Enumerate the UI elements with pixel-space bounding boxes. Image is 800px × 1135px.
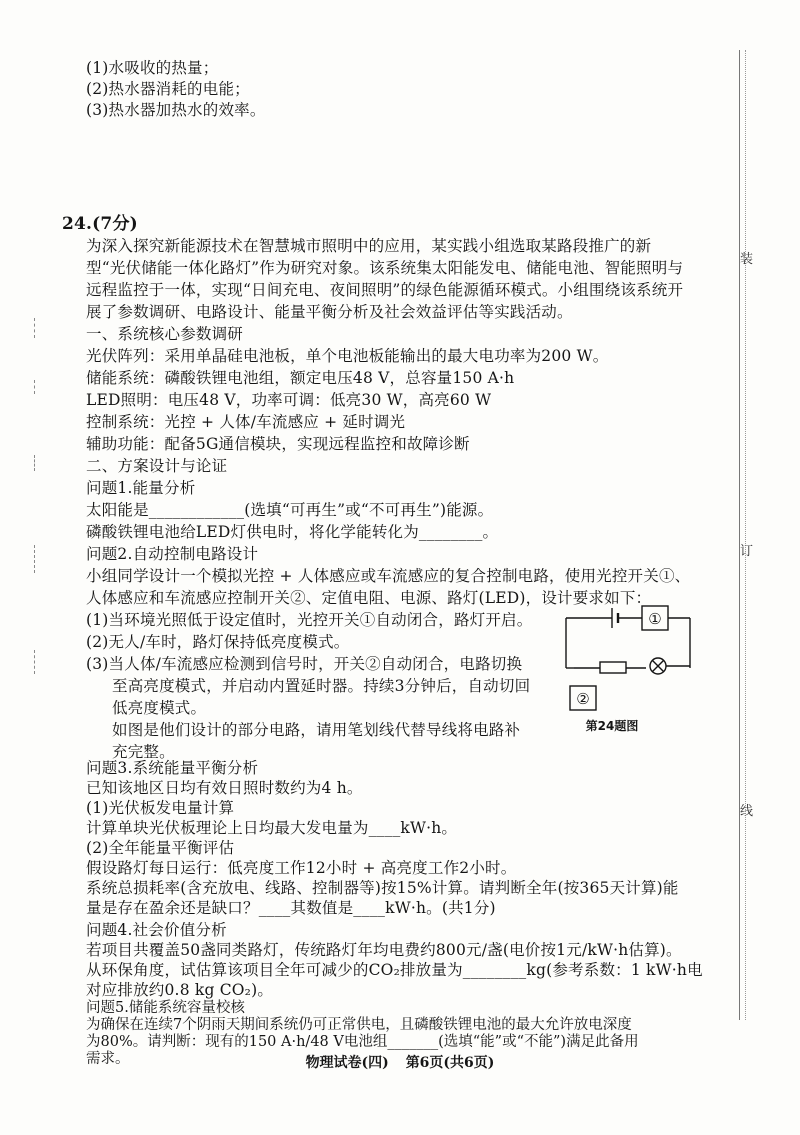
problem-line: 小组同学设计一个模拟光控 + 人体感应或车流感应的复合控制电路，使用光控开关①、 (86, 567, 691, 585)
problem-line: 从环保角度，试估算该项目全年可减少的CO₂排放量为________kg(参考系数：1 kW·h电 (86, 961, 703, 979)
problem-line: 量是存在盈余还是缺口？____其数值是____kW·h。(共1分) (86, 899, 496, 917)
resistor (600, 662, 626, 673)
problem-line: 需求。 (86, 1051, 130, 1067)
problem-line: 对应排放约0.8 kg CO₂)。 (86, 981, 274, 999)
problem-title: 问题4.社会价值分析 (86, 921, 227, 939)
prev-item: (3)热水器加热水的效率。 (86, 101, 266, 119)
problem-line: 充完整。 (112, 743, 175, 761)
problem-line: 低亮度模式。 (112, 699, 207, 717)
problem-line: 如图是他们设计的部分电路，请用笔划线代替导线将电路补 (112, 721, 521, 739)
problem-line: (2)无人/车时，路灯保持低亮度模式。 (86, 633, 350, 651)
problem-title: 问题2.自动控制电路设计 (86, 545, 259, 563)
intro-line: 展了参数调研、电路设计、能量平衡分析及社会效益评估等实践活动。 (86, 303, 573, 321)
problem-line: (1)当环境光照低于设定值时，光控开关①自动闭合，路灯开启。 (86, 611, 533, 629)
param-line: LED照明：电压48 V，功率可调：低亮30 W，高亮60 W (86, 391, 492, 409)
prev-item: (1)水吸收的热量； (86, 59, 219, 77)
switch2-label: ② (576, 690, 590, 708)
binding-dash (34, 455, 37, 471)
section-title: 二、方案设计与论证 (86, 457, 228, 475)
param-line: 储能系统：磷酸铁锂电池组，额定电压48 V，总容量150 A·h (86, 369, 515, 387)
intro-line: 为深入探究新能源技术在智慧城市照明中的应用，某实践小组选取某路段推广的新 (86, 237, 652, 255)
intro-line: 型“光伏储能一体化路灯”作为研究对象。该系统集太阳能发电、储能电池、智能照明与 (86, 259, 684, 277)
problem-line: 若项目共覆盖50盏同类路灯，传统路灯年均电费约800元/盏(电价按1元/kW·h估算)。 (86, 941, 682, 959)
side-mark-zhuang: 装 (740, 252, 754, 267)
intro-line: 远程监控于一体，实现“日间充电、夜间照明”的绿色能源循环模式。小组围绕该系统开 (86, 281, 684, 299)
section-title: 一、系统核心参数调研 (86, 325, 244, 343)
switch1-label: ① (648, 610, 662, 628)
problem-title: 问题1.能量分析 (86, 479, 196, 497)
problem-line: 为确保在连续7个阴雨天期间系统仍可正常供电，且磷酸铁锂电池的最大允许放电深度 (86, 1017, 632, 1033)
prev-item: (2)热水器消耗的电能； (86, 80, 250, 98)
problem-line: 人体感应和车流感应控制开关②、定值电阻、电源、路灯(LED)，设计要求如下： (86, 589, 652, 607)
problem-line: (1)光伏板发电量计算 (86, 799, 235, 817)
problem-line: 假设路灯每日运行：低亮度工作12小时 + 高亮度工作2小时。 (86, 859, 517, 877)
param-line: 光伏阵列：采用单晶硅电池板，单个电池板能输出的最大电功率为200 W。 (86, 347, 609, 365)
binding-dash (34, 380, 37, 394)
binding-dash (34, 318, 37, 338)
binding-rule (739, 50, 740, 1020)
param-line: 控制系统：光控 + 人体/车流感应 + 延时调光 (86, 413, 406, 431)
problem-line: 磷酸铁锂电池给LED灯供电时，将化学能转化为________。 (86, 523, 499, 541)
circuit-figure (548, 596, 708, 761)
figure-caption: 第24题图 (585, 719, 639, 733)
page-number: 第6页(共6页) (405, 1055, 495, 1071)
problem-line: (2)全年能量平衡评估 (86, 839, 235, 857)
side-mark-xian: 线 (740, 804, 754, 819)
question-number: 24.(7分) (62, 214, 138, 234)
param-line: 辅助功能：配备5G通信模块，实现远程监控和故障诊断 (86, 435, 470, 453)
binding-rule (745, 50, 746, 1020)
binding-dash (34, 650, 37, 674)
problem-line: 系统总损耗率(含充放电、线路、控制器等)按15%计算。请判断全年(按365天计算)能 (86, 879, 679, 897)
binding-dash (34, 545, 37, 573)
problem-line: 太阳能是____________(选填“可再生”或“不可再生”)能源。 (86, 501, 494, 519)
problem-line: 已知该地区日均有效日照时数约为4 h。 (86, 779, 363, 797)
side-mark-ding: 订 (740, 544, 754, 559)
paper-title: 物理试卷(四) (305, 1055, 389, 1071)
problem-line: 为80%。请判断：现有的150 A·h/48 V电池组_______(选填“能”或“不能”)满足此备用 (86, 1034, 639, 1050)
problem-title: 问题5.储能系统容量校核 (86, 1000, 245, 1016)
problem-title: 问题3.系统能量平衡分析 (86, 759, 259, 777)
problem-line: (3)当人体/车流感应检测到信号时，开关②自动闭合，电路切换 (86, 655, 523, 673)
problem-line: 计算单块光伏板理论上日均最大发电量为____kW·h。 (86, 819, 458, 837)
problem-line: 至高亮度模式，并启动内置延时器。持续3分钟后，自动切回 (112, 677, 531, 695)
